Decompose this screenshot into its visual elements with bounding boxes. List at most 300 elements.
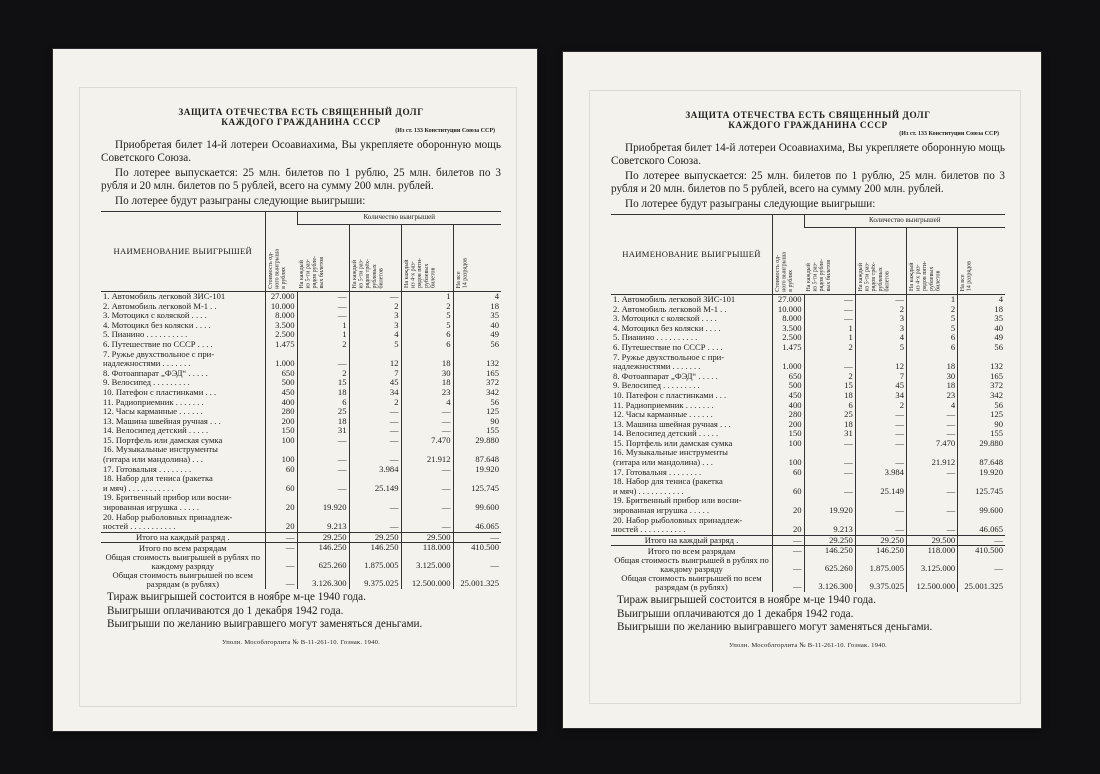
cell-a: 2 — [297, 369, 349, 379]
header-col-b: На каждый из 5-ти раз- рядов трёх- рублевых билетов — [349, 224, 401, 291]
cell-b: 12 — [349, 359, 401, 369]
table-row — [611, 333, 1005, 343]
table-row — [611, 546, 1005, 556]
cell-a: — — [804, 294, 855, 304]
cell-b: 34 — [855, 391, 906, 401]
cell-b: 25.149 — [855, 487, 906, 497]
cell-cost: 100 — [773, 458, 805, 468]
table-row — [611, 353, 1005, 363]
cell-a: 1 — [804, 333, 855, 343]
header-col-c: На каждый из 4-х раз- рядов пяти- рублевых билетов — [401, 224, 453, 291]
header-name: НАИМЕНОВАНИЕ ВЫИГРЫШЕЙ — [101, 211, 265, 291]
cell-cost: — — [265, 553, 297, 571]
prize-name: 1. Автомобиль легковой ЗИС-101 — [613, 294, 736, 304]
cell-a: — — [297, 484, 349, 494]
cell-d: 29.880 — [453, 436, 501, 446]
table-row — [101, 359, 501, 369]
prize-name: 11. Радиоприемник . . . . . . . — [613, 400, 714, 410]
table-total-row — [611, 556, 1005, 574]
cell-a: 3.126.300 — [297, 571, 349, 589]
cell-c: 3.125.000 — [906, 556, 957, 574]
cell-cost: 200 — [265, 417, 297, 427]
cell-d: 125.745 — [958, 487, 1005, 497]
cell-cost: 60 — [773, 468, 805, 478]
table-row — [611, 381, 1005, 391]
cell-cost: 10.000 — [265, 302, 297, 312]
cell-b: 3 — [855, 314, 906, 324]
cell-a: — — [804, 362, 855, 372]
table-row — [101, 350, 501, 360]
cell-cost: 60 — [773, 487, 805, 497]
cell-b: — — [855, 429, 906, 439]
cell-d: 165 — [958, 372, 1005, 382]
cell-c: 1 — [906, 294, 957, 304]
cell-cost: 60 — [265, 465, 297, 475]
cell-b: — — [349, 417, 401, 427]
prize-name: надлежностями . . . . . . . — [613, 362, 701, 372]
cell-d: 29.880 — [958, 439, 1005, 449]
cell-a: 15 — [804, 381, 855, 391]
prize-name: и мяч) . . . . . . . . . . . — [103, 483, 174, 493]
table-row — [611, 362, 1005, 372]
cell-cost: 100 — [773, 439, 805, 449]
cell-b: 1.875.005 — [855, 556, 906, 574]
cell-b: — — [855, 506, 906, 516]
cell-d: 49 — [453, 330, 501, 340]
cell-cost: 100 — [265, 436, 297, 446]
cell-a: — — [297, 359, 349, 369]
cell-c: 18 — [906, 381, 957, 391]
cell-cost: 200 — [773, 420, 805, 430]
note-draw: Тираж выигрышей состоится в ноябре м-це 1940 года. — [617, 594, 876, 606]
cell-d: 132 — [453, 359, 501, 369]
prize-name: 15. Портфель или дамская сумка — [613, 438, 733, 448]
cell-b: 4 — [349, 330, 401, 340]
prize-name: 5. Пианино . . . . . . . . . . — [103, 330, 188, 340]
cell-d: 87.648 — [453, 455, 501, 465]
cell-b: — — [349, 503, 401, 513]
cell-b: 3.984 — [349, 465, 401, 475]
table-row — [611, 391, 1005, 401]
cell-cost: 280 — [265, 407, 297, 417]
cell-b: 3.984 — [855, 468, 906, 478]
header-cost: Стоимость од- ного выигрыша в рублях — [265, 211, 297, 291]
cell-c: 4 — [906, 401, 957, 411]
prizes-intro: По лотерее будут разыграны следующие выигрыши: — [115, 195, 366, 208]
prize-name: (гитара или мандолина) . . . — [103, 455, 203, 465]
cell-c: 5 — [401, 311, 453, 321]
prize-name: 9. Велосипед . . . . . . . . . — [103, 378, 190, 388]
prize-name: 4. Мотоцикл без коляски . . . . — [103, 320, 211, 330]
cell-d: 99.600 — [453, 503, 501, 513]
prize-name: 8. Фотоаппарат „ФЭД“ . . . . . — [103, 368, 208, 378]
cell-a: 31 — [804, 429, 855, 439]
cell-d: 18 — [453, 302, 501, 312]
cell-c: — — [401, 503, 453, 513]
prize-name: 20. Набор рыболовных принадлеж- — [103, 512, 233, 522]
cell-d: 132 — [958, 362, 1005, 372]
prize-name: Общая стоимость выигрышей по всем разрядам (в рублях) — [621, 574, 762, 592]
prize-name: 5. Пианино . . . . . . . . . . — [613, 333, 698, 343]
cell-a: — — [804, 468, 855, 478]
cell-d: 125 — [958, 410, 1005, 420]
cell-d: 410.500 — [958, 546, 1005, 556]
prizes-intro: По лотерее будут разыграны следующие выигрыши: — [625, 198, 876, 211]
prize-rows — [611, 294, 1005, 592]
cell-c: — — [906, 429, 957, 439]
cell-cost: 8.000 — [773, 314, 805, 324]
printer-imprint: Уполн. Мособлгорлита № В-11-261-10. Гознак. 1940. — [222, 638, 380, 646]
cell-cost: 8.000 — [265, 311, 297, 321]
prize-name: 18. Набор для тениса (ракетка — [103, 474, 213, 484]
cell-a: 29.250 — [804, 535, 855, 546]
cell-c: 118.000 — [401, 543, 453, 553]
table-row — [611, 458, 1005, 468]
cell-b: 25.149 — [349, 484, 401, 494]
cell-b: 146.250 — [855, 546, 906, 556]
header-cost: Стоимость од- ного выигрыша в рублях — [773, 214, 805, 294]
cell-a: — — [297, 465, 349, 475]
table-row — [611, 477, 1005, 487]
table-row — [611, 487, 1005, 497]
cell-b: — — [349, 426, 401, 436]
cell-a: 18 — [297, 388, 349, 398]
cell-c: 6 — [906, 343, 957, 353]
cell-c: 21.912 — [401, 455, 453, 465]
note-cash: Выигрыши по желанию выигравшего могут заменяться деньгами. — [107, 618, 423, 631]
cell-d: 46.065 — [958, 525, 1005, 535]
cell-b: 2 — [855, 401, 906, 411]
prize-name: 13. Машина швейная ручная . . . — [613, 419, 731, 429]
cell-d: 56 — [453, 398, 501, 408]
note-cash: Выигрыши по желанию выигравшего могут заменяться деньгами. — [617, 621, 933, 634]
note-payment: Выигрыши оплачиваются до 1 декабря 1942 года. — [617, 607, 854, 620]
cell-cost: 3.500 — [773, 324, 805, 334]
prize-name: ностей . . . . . . . . . . . — [613, 525, 686, 535]
table-row — [101, 302, 501, 312]
table-row — [101, 407, 501, 417]
table-row — [101, 484, 501, 494]
cell-d: 4 — [958, 294, 1005, 304]
cell-c: — — [906, 420, 957, 430]
cell-cost: 60 — [265, 484, 297, 494]
cell-c: — — [401, 407, 453, 417]
cell-b: — — [349, 291, 401, 301]
prize-name: 20. Набор рыболовных принадлеж- — [613, 515, 743, 525]
cell-cost: 400 — [265, 398, 297, 408]
cell-c: 1 — [401, 291, 453, 301]
cell-c: 118.000 — [906, 546, 957, 556]
cell-a: — — [804, 314, 855, 324]
cell-d: 40 — [453, 321, 501, 331]
cell-a: 29.250 — [297, 532, 349, 543]
table-total-row — [611, 574, 1005, 592]
table-row — [101, 388, 501, 398]
table-row — [101, 330, 501, 340]
cell-cost: — — [773, 556, 805, 574]
header-group: Количество выигрышей — [297, 211, 501, 224]
header-col-c: На каждый из 4-х раз- рядов пяти- рублевых билетов — [906, 227, 957, 294]
cell-cost: 2.500 — [265, 330, 297, 340]
cell-cost: 20 — [773, 506, 805, 516]
motto-line-2: КАЖДОГО ГРАЖДАНИНА СССР — [221, 117, 381, 127]
cell-d: 99.600 — [958, 506, 1005, 516]
cell-b: 146.250 — [349, 543, 401, 553]
cell-b: 45 — [855, 381, 906, 391]
cell-cost: — — [265, 571, 297, 589]
cell-c: 3.125.000 — [401, 553, 453, 571]
cell-a: 146.250 — [297, 543, 349, 553]
ticket-content — [611, 110, 1005, 649]
cell-a: — — [804, 487, 855, 497]
cell-b: — — [855, 294, 906, 304]
cell-a: 31 — [297, 426, 349, 436]
table-row — [101, 417, 501, 427]
table-row — [101, 291, 501, 301]
issue-paragraph: По лотерее выпускается: 25 млн. билетов по 1 рублю, 25 млн. билетов по 3 рубля и 20 млн. билетов по 5 рублей, всего на сумму 200 млн. рублей. — [611, 170, 1005, 195]
motto-line-1: ЗАЩИТА ОТЕЧЕСТВА ЕСТЬ СВЯЩЕННЫЙ ДОЛГ — [685, 110, 931, 120]
table-row — [611, 324, 1005, 334]
cell-b: 5 — [349, 340, 401, 350]
table-row — [101, 493, 501, 503]
cell-c: — — [906, 525, 957, 535]
cell-d: 90 — [453, 417, 501, 427]
cell-c: — — [906, 468, 957, 478]
motto-line-1: ЗАЩИТА ОТЕЧЕСТВА ЕСТЬ СВЯЩЕННЫЙ ДОЛГ — [178, 107, 424, 117]
cell-a: 6 — [297, 398, 349, 408]
cell-c: — — [401, 417, 453, 427]
cell-d: 372 — [958, 381, 1005, 391]
cell-b: 3 — [349, 311, 401, 321]
note-payment: Выигрыши оплачиваются до 1 декабря 1942 года. — [107, 604, 344, 617]
prize-name: 19. Бритвенный прибор или восни- — [103, 493, 232, 503]
cell-d: 40 — [958, 324, 1005, 334]
cell-a: 25 — [804, 410, 855, 420]
cell-cost: 100 — [265, 455, 297, 465]
cell-a: 18 — [297, 417, 349, 427]
table-row — [101, 369, 501, 379]
cell-a: — — [297, 311, 349, 321]
table-row — [101, 398, 501, 408]
cell-cost: 1.000 — [773, 362, 805, 372]
notes — [611, 594, 1005, 634]
cell-c: 18 — [906, 362, 957, 372]
cell-d: 25.001.325 — [958, 574, 1005, 592]
cell-a: — — [804, 439, 855, 449]
prize-table — [101, 211, 501, 589]
note-draw: Тираж выигрышей состоится в ноябре м-це 1940 года. — [107, 591, 366, 603]
cell-cost: — — [773, 535, 805, 546]
notes — [101, 591, 501, 631]
cell-d: 49 — [958, 333, 1005, 343]
cell-d: 90 — [958, 420, 1005, 430]
cell-b: — — [855, 525, 906, 535]
prize-name: 10. Патефон с пластинками . . . — [613, 390, 727, 400]
cell-b: — — [855, 410, 906, 420]
cell-d: — — [958, 556, 1005, 574]
cell-a: 9.213 — [804, 525, 855, 535]
cell-cost: 27.000 — [773, 294, 805, 304]
cell-cost: 650 — [265, 369, 297, 379]
table-total-row — [101, 571, 501, 589]
table-row — [101, 465, 501, 475]
table-row — [611, 314, 1005, 324]
prize-name: ностей . . . . . . . . . . . — [103, 522, 176, 532]
cell-cost: 400 — [773, 401, 805, 411]
cell-a: 6 — [804, 401, 855, 411]
cell-b: — — [855, 458, 906, 468]
cell-d: 165 — [453, 369, 501, 379]
prize-name: 3. Мотоцикл с коляской . . . . — [613, 314, 717, 324]
table-row — [611, 401, 1005, 411]
prize-name: 2. Автомобиль легковой М-1 . . — [613, 304, 727, 314]
cell-cost: 2.500 — [773, 333, 805, 343]
cell-cost: 20 — [773, 525, 805, 535]
cell-c: 21.912 — [906, 458, 957, 468]
cell-cost: — — [773, 546, 805, 556]
prize-name: 11. Радиоприемник . . . . . . . — [103, 397, 204, 407]
prize-name: 18. Набор для тениса (ракетка — [613, 477, 723, 487]
table-row — [611, 506, 1005, 516]
cell-c: 18 — [401, 378, 453, 388]
cell-d: 35 — [958, 314, 1005, 324]
cell-a: 15 — [297, 378, 349, 388]
prize-name: 12. Часы карманные . . . . . . — [613, 410, 713, 420]
prize-name: 19. Бритвенный прибор или восни- — [613, 496, 742, 506]
intro-paragraph: Приобретая билет 14-й лотереи Осоавиахима, Вы укрепляете оборонную мощь Советского Союза. — [611, 142, 1005, 167]
table-row — [101, 455, 501, 465]
table-row — [101, 378, 501, 388]
prize-name: 1. Автомобиль легковой ЗИС-101 — [103, 291, 226, 301]
cell-d: 342 — [958, 391, 1005, 401]
cell-a: — — [297, 291, 349, 301]
prize-name: 16. Музыкальные инструменты — [103, 445, 218, 455]
cell-d: 19.920 — [958, 468, 1005, 478]
prize-name: зированная игрушка . . . . . — [103, 503, 200, 513]
cell-a: 625.260 — [804, 556, 855, 574]
prize-name: Общая стоимость выигрышей по всем разрядам (в рублях) — [112, 571, 253, 589]
motto-line-2: КАЖДОГО ГРАЖДАНИНА СССР — [728, 120, 888, 130]
cell-c: — — [906, 487, 957, 497]
cell-a: — — [804, 305, 855, 315]
cell-a: 25 — [297, 407, 349, 417]
cell-cost: 450 — [265, 388, 297, 398]
header-col-b: На каждый из 5-ти раз- рядов трёх- рублевых билетов — [855, 227, 906, 294]
issue-paragraph: По лотерее выпускается: 25 млн. билетов по 1 рублю, 25 млн. билетов по 3 рубля и 20 млн. билетов по 5 рублей, всего на сумму 200 млн. рублей. — [101, 167, 501, 192]
prize-name: Итого на каждый разряд . — [611, 535, 773, 546]
cell-d: — — [958, 535, 1005, 546]
cell-cost: 20 — [265, 503, 297, 513]
cell-a: 18 — [804, 391, 855, 401]
ticket-left — [53, 49, 537, 731]
cell-d: 19.920 — [453, 465, 501, 475]
cell-c: 30 — [401, 369, 453, 379]
ticket-right — [563, 52, 1041, 728]
prize-name: 9. Велосипед . . . . . . . . . — [613, 381, 700, 391]
table-sum-row — [611, 535, 1005, 546]
cell-b: 45 — [349, 378, 401, 388]
cell-cost: — — [265, 543, 297, 553]
table-row — [101, 321, 501, 331]
cell-c: 12.500.000 — [906, 574, 957, 592]
prize-name: 2. Автомобиль легковой М-1 . . — [103, 301, 217, 311]
cell-d: 410.500 — [453, 543, 501, 553]
cell-cost: — — [773, 574, 805, 592]
prize-name: 7. Ружье двухствольное с при- — [103, 349, 215, 359]
cell-c: 29.500 — [906, 535, 957, 546]
cell-b: 29.250 — [349, 532, 401, 543]
header-col-d: На все 14 разрядов — [453, 224, 501, 291]
prize-name: 12. Часы карманные . . . . . . — [103, 407, 203, 417]
cell-a: 18 — [804, 420, 855, 430]
cell-a: 9.213 — [297, 522, 349, 532]
intro-paragraph: Приобретая билет 14-й лотереи Осоавиахима, Вы укрепляете оборонную мощь Советского Союза. — [101, 139, 501, 164]
table-row — [611, 420, 1005, 430]
prize-name: 10. Патефон с пластинками . . . — [103, 387, 217, 397]
cell-b: 12 — [855, 362, 906, 372]
cell-c: 5 — [906, 324, 957, 334]
cell-c: 6 — [401, 340, 453, 350]
cell-d: 46.065 — [453, 522, 501, 532]
cell-b: 34 — [349, 388, 401, 398]
cell-b: — — [855, 420, 906, 430]
header-group: Количество выигрышей — [804, 214, 1005, 227]
cell-c: 29.500 — [401, 532, 453, 543]
cell-d: — — [453, 532, 501, 543]
prize-name: 3. Мотоцикл с коляской . . . . — [103, 311, 207, 321]
cell-a: 2 — [804, 372, 855, 382]
prize-name: Общая стоимость выигрышей в рублях по каждому разряду — [614, 556, 769, 574]
header-col-d: На все 14 разрядов — [958, 227, 1005, 294]
cell-d: 35 — [453, 311, 501, 321]
cell-cost: 1.475 — [265, 340, 297, 350]
cell-d: 125.745 — [453, 484, 501, 494]
cell-c: — — [401, 426, 453, 436]
table-row — [101, 474, 501, 484]
cell-cost: 650 — [773, 372, 805, 382]
cell-b: — — [855, 439, 906, 449]
cell-b: 3 — [855, 324, 906, 334]
cell-cost: 20 — [265, 522, 297, 532]
table-row — [611, 468, 1005, 478]
cell-c: 7.470 — [401, 436, 453, 446]
cell-b: 7 — [349, 369, 401, 379]
prize-name: Общая стоимость выигрышей в рублях по каждому разряду — [105, 553, 261, 571]
cell-c: — — [401, 522, 453, 532]
cell-d: 4 — [453, 291, 501, 301]
prize-name: 7. Ружье двухствольное с при- — [613, 352, 725, 362]
table-row — [611, 496, 1005, 506]
cell-cost: 500 — [773, 381, 805, 391]
cell-c: 5 — [401, 321, 453, 331]
cell-c: — — [401, 465, 453, 475]
cell-cost: 150 — [265, 426, 297, 436]
cell-b: 4 — [855, 333, 906, 343]
prize-name: Итого по всем разрядам — [101, 543, 265, 553]
cell-a: 1 — [804, 324, 855, 334]
header-name: НАИМЕНОВАНИЕ ВЫИГРЫШЕЙ — [611, 214, 773, 294]
prize-table — [611, 214, 1005, 592]
cell-c: 18 — [401, 359, 453, 369]
header-col-a: На каждый из 5-ти раз- рядов рубле- вых билетов — [804, 227, 855, 294]
cell-cost: 1.000 — [265, 359, 297, 369]
ticket-content — [101, 107, 501, 646]
table-row — [101, 513, 501, 523]
table-row — [101, 543, 501, 553]
cell-a: — — [297, 436, 349, 446]
cell-c: — — [906, 506, 957, 516]
cell-c: 6 — [401, 330, 453, 340]
